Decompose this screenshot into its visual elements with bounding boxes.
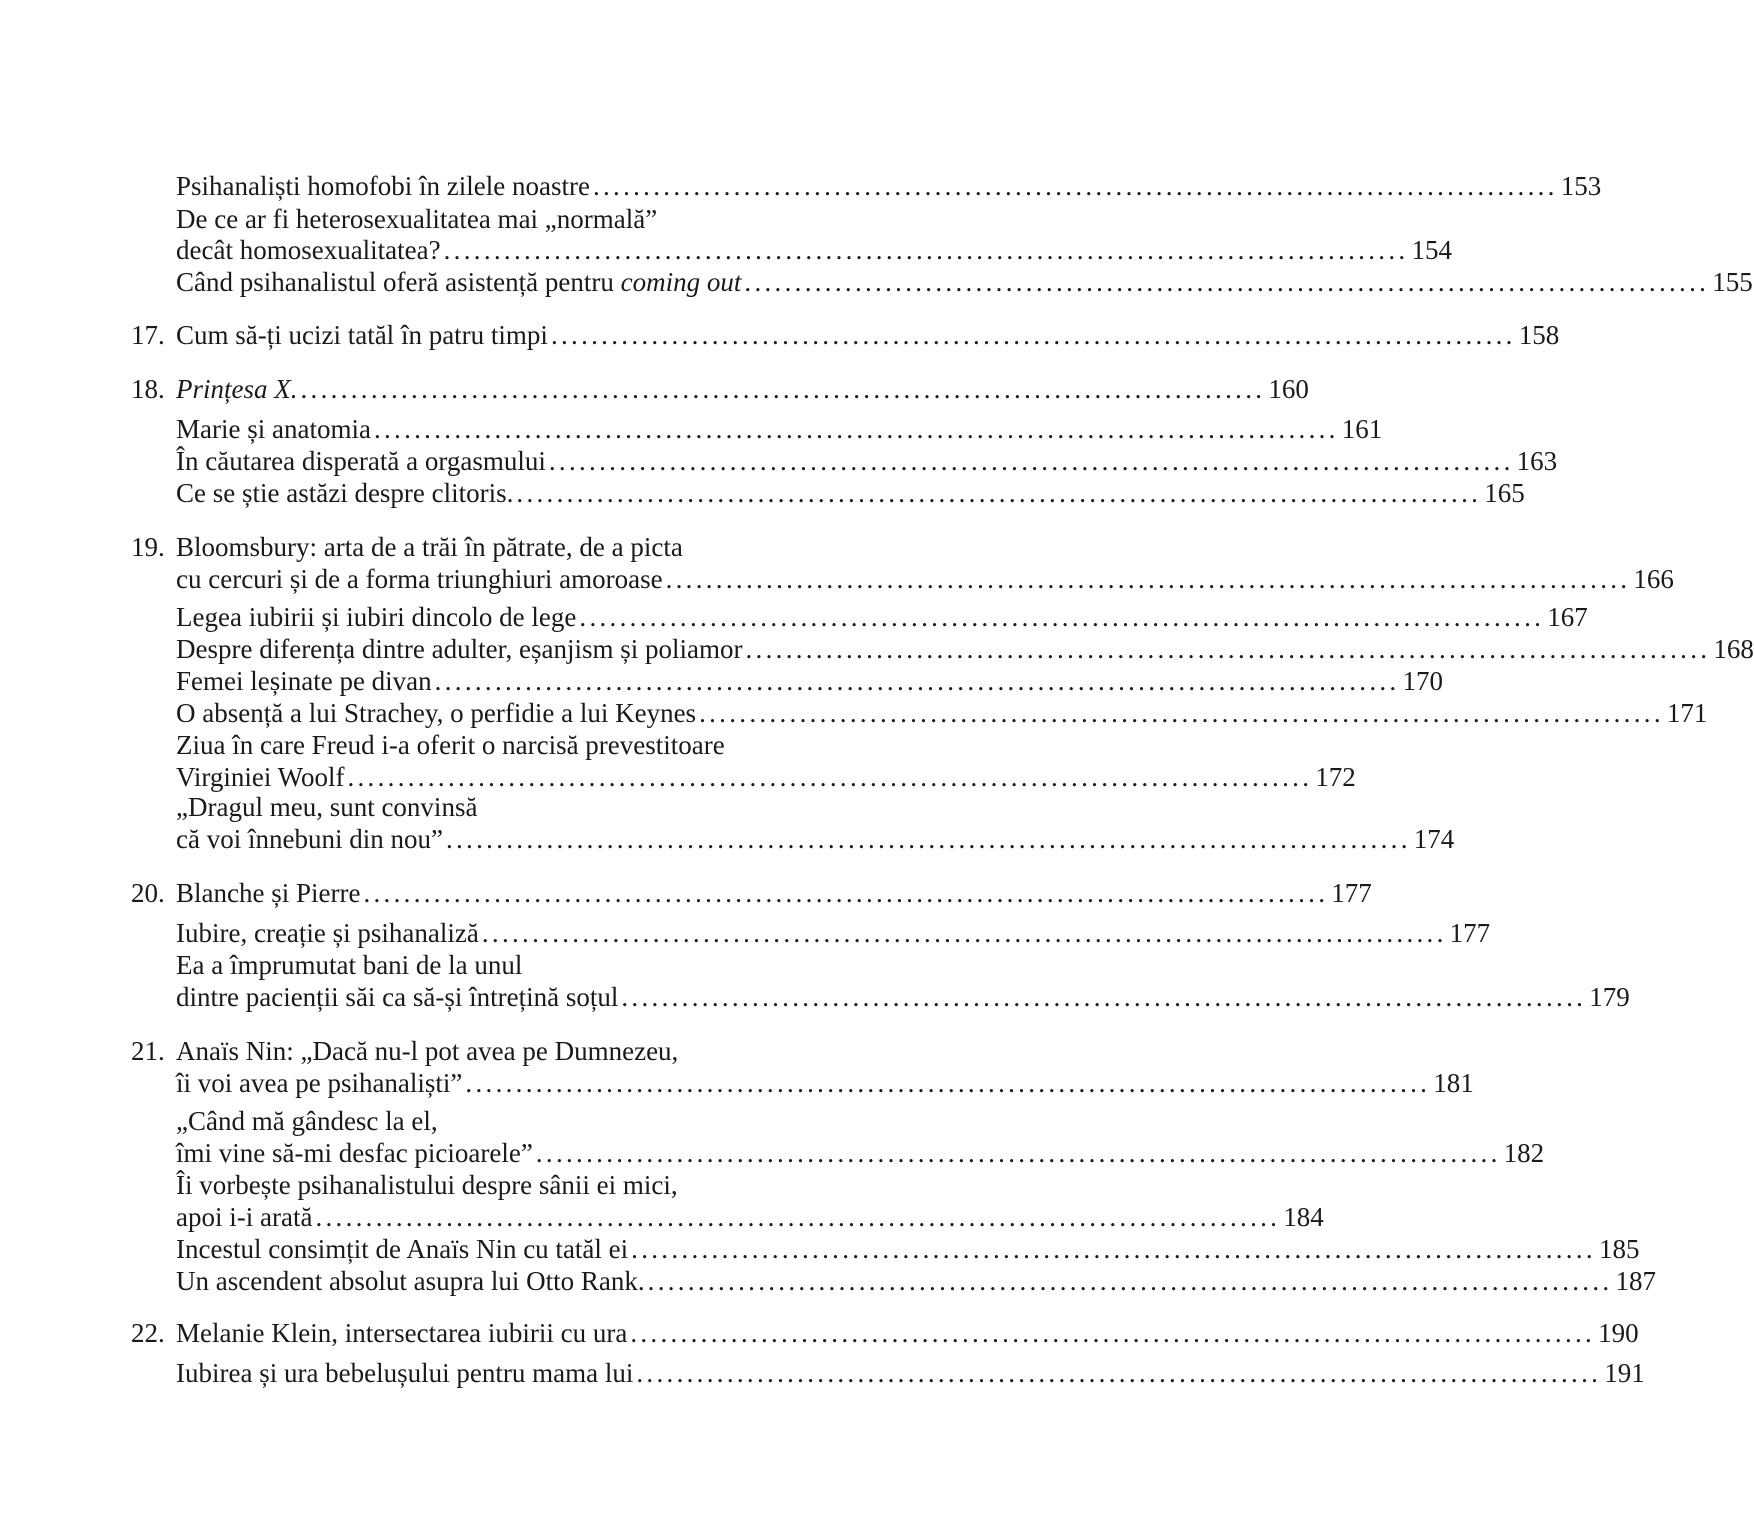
chapter-number: 19. <box>131 532 165 562</box>
toc-entry-line: De ce ar fi heterosexualitatea mai „normală” <box>176 204 658 234</box>
dot-leader: ................................................................................................ <box>636 1358 1602 1388</box>
page-number: 184 <box>1283 1202 1324 1232</box>
page-number: 153 <box>1560 171 1602 201</box>
toc-entry-line: Ea a împrumutat bani de la unul <box>176 950 523 980</box>
page-number: 190 <box>1598 1318 1639 1348</box>
dot-leader: ................................................................................................ <box>516 478 1482 508</box>
dot-leader: ................................................................................................ <box>630 1318 1596 1348</box>
dot-leader: ................................................................................................ <box>592 171 1558 201</box>
page-number: 158 <box>1518 320 1560 350</box>
dot-leader: ................................................................................................ <box>665 564 1631 594</box>
page-number: 174 <box>1413 824 1455 854</box>
dot-leader: ................................................................................................ <box>535 1138 1501 1168</box>
toc-entry: Despre diferența dintre adulter, eșanjism și poliamor ................................................................................................ 168 <box>176 634 1754 664</box>
dot-leader: ................................................................................................ <box>647 1266 1613 1296</box>
toc-entry: dintre pacienții săi ca să-și întrețină soțul ................................................................................................ 179 <box>176 982 1630 1012</box>
toc-entry-line: Îi vorbește psihanalistului despre sânii ei mici, <box>176 1170 678 1200</box>
dot-leader: ................................................................................................ <box>373 414 1339 444</box>
toc-entry: Marie și anatomia ................................................................................................ 161 <box>176 414 1383 444</box>
dot-leader: ................................................................................................ <box>631 1234 1596 1264</box>
page-number: 160 <box>1268 374 1309 404</box>
page-number: 191 <box>1604 1358 1645 1388</box>
page-number: 185 <box>1598 1234 1640 1264</box>
chapter-number: 18. <box>131 374 165 404</box>
chapter-entry: 20. Blanche și Pierre ................................................................................................ 177 <box>131 878 1372 908</box>
dot-leader: ................................................................................................ <box>550 320 1516 350</box>
toc-entry: Femei leșinate pe divan ................................................................................................ 170 <box>176 666 1443 696</box>
toc-entry: Virginiei Woolf ................................................................................................ 172 <box>176 762 1356 792</box>
page-number: 171 <box>1666 698 1708 728</box>
toc-entry: Legea iubirii și iubiri dincolo de lege ................................................................................................ 167 <box>176 602 1588 632</box>
chapter-entry: cu cercuri și de a forma triunghiuri amoroase ................................................................................................ 166 <box>176 564 1674 594</box>
page-number: 168 <box>1713 634 1754 664</box>
dot-leader: ................................................................................................ <box>744 267 1710 297</box>
page-number: 187 <box>1615 1266 1656 1296</box>
page-number: 163 <box>1516 446 1558 476</box>
page-number: 167 <box>1547 602 1588 632</box>
page-number: 182 <box>1503 1138 1545 1168</box>
toc-entry: Iubire, creație și psihanaliză ................................................................................................ 177 <box>176 918 1491 948</box>
toc-entry: Psihanaliști homofobi în zilele noastre ................................................................................................ 153 <box>176 171 1602 201</box>
page-number: 170 <box>1402 666 1443 696</box>
toc-entry: Incestul consimțit de Anaïs Nin cu tatăl ei ................................................................................................ 185 <box>176 1234 1640 1264</box>
chapter-entry: 17. Cum să-ți ucizi tatăl în patru timpi ................................................................................................ 158 <box>131 320 1560 350</box>
toc-entry-line: Ziua în care Freud i-a oferit o narcisă prevestitoare <box>176 730 725 760</box>
dot-leader: ................................................................................................ <box>445 824 1411 854</box>
page-number: 177 <box>1449 918 1491 948</box>
chapter-entry: îi voi avea pe psihanaliști” ................................................................................................ 181 <box>176 1068 1474 1098</box>
toc-entry: Ce se știe astăzi despre clitoris. ................................................................................................ 165 <box>176 478 1525 508</box>
page-number: 172 <box>1315 762 1356 792</box>
dot-leader: ................................................................................................ <box>548 446 1514 476</box>
dot-leader: ................................................................................................ <box>481 918 1447 948</box>
dot-leader: ................................................................................................ <box>347 762 1313 792</box>
dot-leader: ................................................................................................ <box>621 982 1587 1012</box>
dot-leader: ................................................................................................ <box>300 374 1266 404</box>
toc-entry: îmi vine să-mi desfac picioarele” ................................................................................................ 182 <box>176 1138 1545 1168</box>
toc-entry: apoi i-i arată ................................................................................................ 184 <box>176 1202 1324 1232</box>
page-number: 155 <box>1712 267 1753 297</box>
dot-leader: ................................................................................................ <box>579 602 1545 632</box>
toc-entry: Un ascendent absolut asupra lui Otto Rank. ................................................................................................ 187 <box>176 1266 1656 1296</box>
dot-leader: ................................................................................................ <box>443 235 1409 265</box>
chapter-entry-line: 19. Bloomsbury: arta de a trăi în pătrate, de a picta <box>131 532 683 562</box>
toc-entry: Când psihanalistul oferă asistență pentru coming out ................................................................................................ 155 <box>176 267 1753 297</box>
chapter-entry: 18. Prințesa X. ................................................................................................ 160 <box>131 374 1309 404</box>
toc-entry: În căutarea disperată a orgasmului ................................................................................................ 163 <box>176 446 1558 476</box>
chapter-number: 17. <box>131 320 165 350</box>
dot-leader: ................................................................................................ <box>465 1068 1431 1098</box>
chapter-number: 20. <box>131 878 165 908</box>
dot-leader: ................................................................................................ <box>745 634 1711 664</box>
dot-leader: ................................................................................................ <box>699 698 1664 728</box>
toc-entry-line: „Dragul meu, sunt convinsă <box>176 792 478 822</box>
page-number: 154 <box>1411 235 1452 265</box>
chapter-entry: 22. Melanie Klein, intersectarea iubirii cu ura ................................................................................................ 190 <box>131 1318 1639 1348</box>
toc-entry: O absență a lui Strachey, o perfidie a lui Keynes ................................................................................................ 171 <box>176 698 1708 728</box>
dot-leader: ................................................................................................ <box>434 666 1400 696</box>
page-number: 166 <box>1633 564 1674 594</box>
toc-entry: că voi înnebuni din nou” ................................................................................................ 174 <box>176 824 1455 854</box>
page-number: 179 <box>1589 982 1630 1012</box>
toc-entry: decât homosexualitatea? ................................................................................................ 154 <box>176 235 1452 265</box>
page-number: 161 <box>1341 414 1383 444</box>
toc-entry: Iubirea și ura bebelușului pentru mama lui ................................................................................................ 191 <box>176 1358 1645 1388</box>
chapter-entry-line: 21. Anaïs Nin: „Dacă nu-l pot avea pe Dumnezeu, <box>131 1036 679 1066</box>
chapter-number: 22. <box>131 1318 165 1348</box>
page-number: 181 <box>1433 1068 1474 1098</box>
toc-entry-line: „Când mă gândesc la el, <box>176 1106 438 1136</box>
chapter-number: 21. <box>131 1036 165 1066</box>
dot-leader: ................................................................................................ <box>363 878 1329 908</box>
page-number: 165 <box>1484 478 1525 508</box>
dot-leader: ................................................................................................ <box>315 1202 1281 1232</box>
page-number: 177 <box>1331 878 1372 908</box>
